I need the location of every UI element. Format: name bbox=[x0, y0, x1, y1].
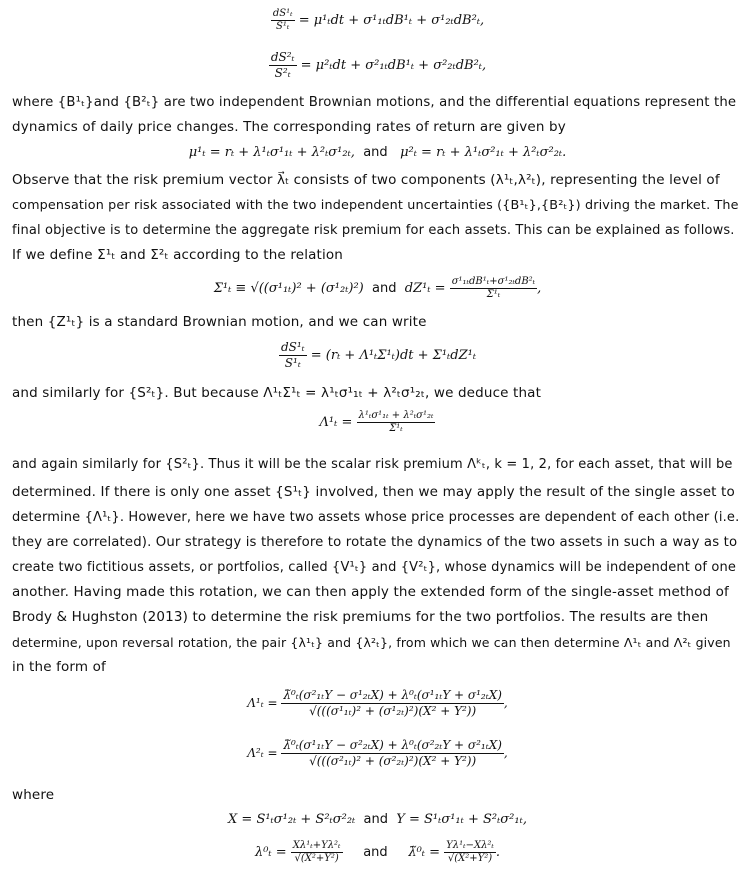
equation-XY: X = S¹ₜσ¹₂ₜ + S²ₜσ²₂ₜ and Y = S¹ₜσ¹₁ₜ + S²ₜσ²₁ₜ, bbox=[228, 812, 527, 827]
text-line: determined. If there is only one asset {S¹ₜ} involved, then we may apply the result of the single asset to bbox=[12, 484, 735, 500]
text-line: compensation per risk associated with the two independent uncertainties ({B¹ₜ},{B²ₜ}) driving the market. The bbox=[12, 198, 739, 213]
text-line: where {B¹ₜ}and {B²ₜ} are two independent Brownian motions, and the differential equations represent the bbox=[12, 95, 737, 110]
fraction: $\frac{\text{dS²ₜ}}{\text{S²ₜ}}$ bbox=[270, 50, 295, 80]
equation-ds-z: $\frac{\text{dS¹ₜ}}{\text{S¹ₜ}}$ = (rₜ + Λ¹ₜΣ¹ₜ)dt + Σ¹ₜdZ¹ₜ bbox=[280, 340, 477, 370]
equation-ds1: $\frac{\text{dS¹ₜ}}{\text{S¹ₜ}}$ = μ¹ₜdt + σ¹₁ₜdB¹ₜ + σ¹₂ₜdB²ₜ, bbox=[272, 8, 485, 32]
text-line: Observe that the risk premium vector λ⃗ₜ consists of two components (λ¹ₜ,λ²ₜ), representing the level of bbox=[12, 172, 720, 188]
text-line: in the form of bbox=[12, 659, 106, 675]
text-line: Brody & Hughston (2013) to determine the risk premiums for the two portfolios. The results are then bbox=[12, 609, 709, 625]
fraction: $\frac{\text{Yλ¹ₜ−Xλ²ₜ}}{\text{√(X²+Y²)}}$ bbox=[446, 840, 494, 864]
text-line: where bbox=[12, 787, 55, 803]
text-line: then {Z¹ₜ} is a standard Brownian motion, and we can write bbox=[12, 314, 427, 330]
fraction: $\frac{\text{λ̃⁰ₜ(σ¹₁ₜY − σ²₂ₜX) + λ⁰ₜ(σ²₂ₜY + σ²₁ₜX)}}{\text{√(((σ²₁ₜ)² + (σ²₂ₜ)²)(X² + Y²))}}$ bbox=[283, 738, 502, 768]
text-line: they are correlated). Our strategy is therefore to rotate the dynamics of the two assets in such a way as to bbox=[12, 535, 738, 550]
fraction: $\frac{\text{Xλ¹ₜ+Yλ²ₜ}}{\text{√(X²+Y²)}}$ bbox=[292, 840, 341, 864]
text-line: another. Having made this rotation, we can then apply the extended form of the single-asset method of bbox=[12, 584, 729, 600]
fraction: $\frac{\text{σ¹₁ₜdB¹ₜ+σ¹₂ₜdB²ₜ}}{\text{Σ¹ₜ}}$ bbox=[451, 276, 536, 300]
equation-lambda0: λ⁰ₜ = $\frac{\text{Xλ¹ₜ+Yλ²ₜ}}{\text{√(X²+Y²)}}$ and λ̃⁰ₜ = $\frac{\text{Yλ¹ₜ−Xλ²ₜ}}{\text{√(X²+Y²)}}$ . bbox=[254, 840, 501, 864]
text-line: and again similarly for {S²ₜ}. Thus it will be the scalar risk premium Λᵏₜ, k = 1, 2, for each asset, that will be bbox=[12, 457, 733, 472]
equation-mu: μ¹ₜ = rₜ + λ¹ₜσ¹₁ₜ + λ²ₜσ¹₂ₜ, and μ²ₜ = rₜ + λ¹ₜσ²₁ₜ + λ²ₜσ²₂ₜ. bbox=[188, 145, 567, 160]
fraction: $\frac{\text{λ¹ₜσ¹₁ₜ + λ²ₜσ¹₂ₜ}}{\text{Σ¹ₜ}}$ bbox=[358, 410, 434, 434]
fraction: $\frac{\text{dS¹ₜ}}{\text{S¹ₜ}}$ bbox=[280, 340, 305, 370]
text-line: final objective is to determine the aggregate risk premium for each assets. This can be explained as follows. bbox=[12, 223, 735, 238]
text-line: If we define Σ¹ₜ and Σ²ₜ according to the relation bbox=[12, 247, 343, 263]
equation-ds2: $\frac{\text{dS²ₜ}}{\text{S²ₜ}}$ = μ²ₜdt + σ²₁ₜdB¹ₜ + σ²₂ₜdB²ₜ, bbox=[270, 50, 487, 80]
fraction: $\frac{\text{λ̃⁰ₜ(σ²₁ₜY − σ¹₂ₜX) + λ⁰ₜ(σ¹₁ₜY + σ¹₂ₜX)}}{\text{√(((σ¹₁ₜ)² + (σ¹₂ₜ)²)(X² + Y²))}}$ bbox=[283, 688, 502, 718]
equation-L2: Λ²ₜ = $\frac{\text{λ̃⁰ₜ(σ¹₁ₜY − σ²₂ₜX) + λ⁰ₜ(σ²₂ₜY + σ²₁ₜX)}}{\text{√(((σ²₁ₜ)² + (σ²₂ₜ)²)(X² + Y²))}}$ , bbox=[247, 738, 508, 768]
equation-sigma: Σ¹ₜ ≡ √((σ¹₁ₜ)² + (σ¹₂ₜ)²) and dZ¹ₜ = $\frac{\text{σ¹₁ₜdB¹ₜ+σ¹₂ₜdB²ₜ}}{\text{Σ¹ₜ}}$ , bbox=[213, 276, 542, 300]
equation-lambda: Λ¹ₜ = $\frac{\text{λ¹ₜσ¹₁ₜ + λ²ₜσ¹₂ₜ}}{\text{Σ¹ₜ}}$ bbox=[319, 410, 434, 434]
text-line: and similarly for {S²ₜ}. But because Λ¹ₜΣ¹ₜ = λ¹ₜσ¹₁ₜ + λ²ₜσ¹₂ₜ, we deduce that bbox=[12, 385, 542, 401]
text-line: determine, upon reversal rotation, the pair {λ¹ₜ} and {λ²ₜ}, from which we can then determine Λ¹ₜ and Λ²ₜ given bbox=[12, 635, 731, 650]
equation-L1: Λ¹ₜ = $\frac{\text{λ̃⁰ₜ(σ²₁ₜY − σ¹₂ₜX) + λ⁰ₜ(σ¹₁ₜY + σ¹₂ₜX)}}{\text{√(((σ¹₁ₜ)² + (σ¹₂ₜ)²)(X² + Y²))}}$ , bbox=[247, 688, 508, 718]
text-line: dynamics of daily price changes. The corresponding rates of return are given by bbox=[12, 119, 566, 135]
fraction: $\frac{\text{dS¹ₜ}}{\text{S¹ₜ}}$ bbox=[272, 8, 293, 32]
text-line: create two fictitious assets, or portfolios, called {V¹ₜ} and {V²ₜ}, whose dynamics will be independent of one bbox=[12, 560, 737, 575]
text-line: determine {Λ¹ₜ}. However, here we have two assets whose price processes are dependent of each other (i.e. bbox=[12, 510, 740, 525]
